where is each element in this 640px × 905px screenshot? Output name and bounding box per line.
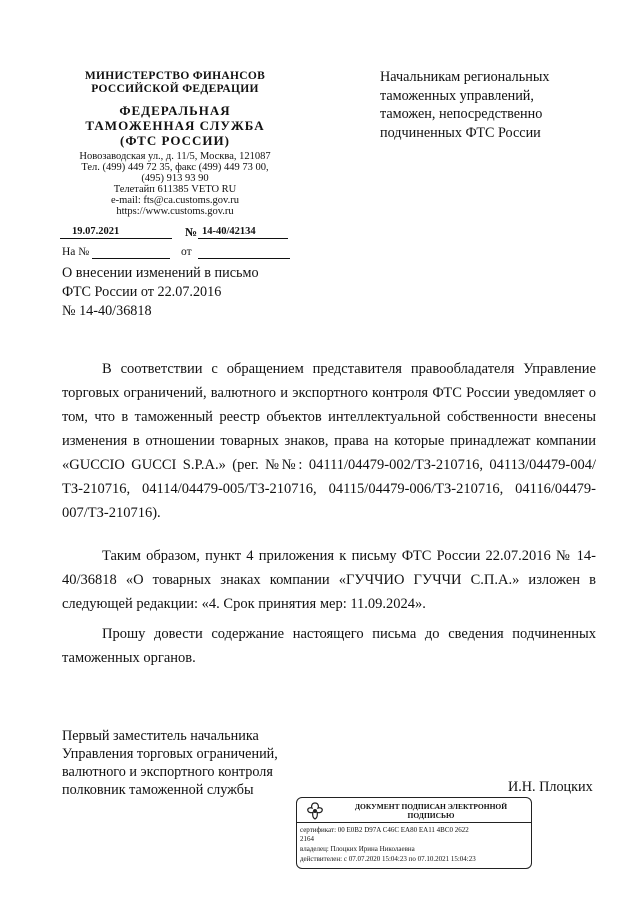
ministry-line: РОССИЙСКОЙ ФЕДЕРАЦИИ <box>91 83 259 95</box>
stamp-divider <box>297 822 531 823</box>
position-line: Управления торговых ограничений, <box>62 746 278 762</box>
stamp-certificate: сертификат: 00 E0B2 D97A C46C EA80 EA11 4BC0 2622 <box>300 826 469 834</box>
position-line: полковник таможенной службы <box>62 782 254 798</box>
agency-line: ТАМОЖЕННАЯ СЛУЖБА <box>85 118 265 133</box>
reference-underline <box>92 258 170 259</box>
addressee-line: подчиненных ФТС России <box>380 124 541 141</box>
contact-phone-2: (495) 913 93 90 <box>141 173 209 184</box>
paragraph-text: Таким образом, пункт 4 приложения к письму ФТС России 22.07.2016 № 14-40/36818 «О товарных знаках компании «ГУЧЧИО ГУЧЧИ С.П.А.» изложен в следующей редакции: «4. Срок принятия мер: 11.09.2024». <box>62 548 596 612</box>
emblem-icon <box>304 801 326 821</box>
paragraph-text: В соответствии с обращением представителя правообладателя Управление торговых ограничений, валютного и экспортного контроля ФТС России уведомляет о том, что в таможенный реестр объектов интеллектуальной собственности внесены изменения в отношении товарных знаков, права на которые принадлежат компании «GUCCIO GUCCI S.P.A.» (рег. №№: 04111/04479-002/ТЗ-210716, 04113/04479-004/ТЗ-210716, 04114/04479-005/ТЗ-210716, 04115/04479-006/ТЗ-210716, 04116/04479-007/ТЗ-210716). <box>62 361 596 521</box>
contact-address: Новозаводская ул., д. 11/5, Москва, 121087 <box>79 151 271 162</box>
stamp-title <box>333 802 529 820</box>
letter-subject <box>62 264 259 321</box>
reference-from-label: от <box>181 246 192 258</box>
subject-line: О внесении изменений в письмо <box>62 265 259 281</box>
position-line: Первый заместитель начальника <box>62 728 259 744</box>
body-paragraph-1 <box>62 357 596 525</box>
subject-line: ФТС России от 22.07.2016 <box>62 284 222 300</box>
contact-phone: Тел. (499) 449 72 35, факс (499) 449 73 00, <box>81 162 269 173</box>
addressee-line: Начальникам региональных <box>380 69 550 85</box>
agency-name <box>50 103 300 148</box>
e-signature-stamp <box>296 797 532 869</box>
stamp-certificate-cont: 2164 <box>300 835 314 843</box>
contact-teletype: Телетайп 611385 VETO RU <box>113 184 237 195</box>
reference-label: На № <box>62 246 90 258</box>
signatory-position <box>62 727 278 799</box>
addressee-line: таможенных управлений, <box>380 87 534 104</box>
stamp-validity: действителен: с 07.07.2020 15:04:23 по 07.10.2021 15:04:23 <box>300 855 476 863</box>
agency-line: ФЕДЕРАЛЬНАЯ <box>119 103 231 118</box>
contact-email[interactable]: e-mail: fts@ca.customs.gov.ru <box>111 195 239 206</box>
position-line: валютного и экспортного контроля <box>62 764 273 780</box>
registration-number: 14-40/42134 <box>202 226 256 237</box>
agency-line: (ФТС РОССИИ) <box>120 133 230 148</box>
registration-date: 19.07.2021 <box>72 226 120 237</box>
number-underline <box>198 238 288 239</box>
subject-line: № 14-40/36818 <box>62 303 152 319</box>
body-paragraph-3 <box>62 622 596 670</box>
stamp-owner: владелец: Плоцких Ирина Николаевна <box>300 845 415 853</box>
body-paragraph-2 <box>62 544 596 616</box>
stamp-title-line: ПОДПИСЬЮ <box>407 811 455 820</box>
paragraph-text: Прошу довести содержание настоящего письма до сведения подчиненных таможенных органов. <box>62 626 596 666</box>
contact-website[interactable]: https://www.customs.gov.ru <box>116 206 234 217</box>
reference-from-underline <box>198 258 290 259</box>
agency-contacts <box>50 151 300 217</box>
addressee <box>380 68 610 142</box>
stamp-title-line: ДОКУМЕНТ ПОДПИСАН ЭЛЕКТРОННОЙ <box>354 802 508 811</box>
signatory-name: И.Н. Плоцких <box>508 779 593 795</box>
registration-number-label: № <box>185 225 198 239</box>
addressee-line: таможен, непосредственно <box>380 106 543 122</box>
ministry-line: МИНИСТЕРСТВО ФИНАНСОВ <box>84 70 266 82</box>
date-underline <box>60 238 172 239</box>
ministry-name <box>50 70 300 96</box>
